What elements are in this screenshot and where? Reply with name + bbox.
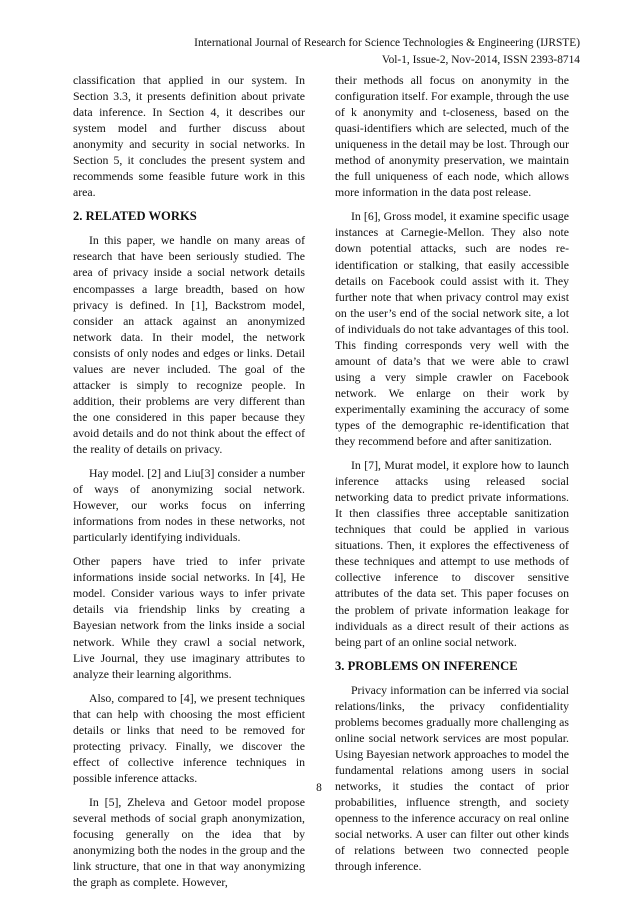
journal-volume: Vol-1, Issue-2, Nov-2014, ISSN 2393-8714: [381, 54, 580, 66]
paragraph: In [5], Zheleva and Getoor model propose several methods of social graph anonymization, focusing generally on the idea that by anonymizing both the nodes in the group and the link structure, that one in that way anonymizing the graph as complete. However,: [73, 794, 305, 890]
paragraph: classification that applied in our system. In Section 3.3, it presents definition about private data inference. In Section 4, it describes our system model and further discuss about anonymity and security in social networks. In Section 5, it concludes the present system and recommends some feasible future work in this area.: [73, 73, 305, 200]
right-column: [335, 72, 569, 882]
left-column: [73, 72, 305, 898]
page-number: 8: [316, 782, 322, 794]
paragraph: Other papers have tried to infer private informations inside social networks. In [4], He model. Consider various ways to infer private details via friendship links by creating a Bayesian network from the links inside a social network. While they crawl a social network, Live Journal, they use imaginary attributes to analyze their learning algorithms.: [73, 554, 305, 681]
paragraph: Hay model. [2] and Liu[3] consider a number of ways of anonymizing social network. However, our works focus on inferring informations from nodes in these networks, not particularly identifying individuals.: [73, 466, 305, 545]
paragraph: In [7], Murat model, it explore how to launch inference attacks using released social networking data to predict private informations. It then classifies three acceptable sanitization techniques that could be applied in various situations. Then, it explores the effectiveness of these techniques and attempt to use methods of collective inference to discover sensitive attributes of the data set. This paper focuses on the problem of private information leakage for individuals as a direct result of their actions as being part of an online social network.: [335, 458, 569, 649]
paragraph: In [6], Gross model, it examine specific usage instances at Carnegie-Mellon. They also note down potential attacks, such are nodes re-identification or stalking, that easily accessible details on Facebook could assist with it. They further note that when privacy control may exist on the user’s end of the social network site, a lot of individuals do not take advantages of this tool. This finding corresponds very well with the amount of data’s that we were able to crawl using a very simple crawler on Facebook network. We enlarge on their work by experimentally examining the accuracy of some types of the demographic re-identification that they recommend before and after sanitization.: [335, 209, 569, 449]
paragraph: their methods all focus on anonymity in the configuration itself. For example, through the use of k anonymity and t-closeness, based on the quasi-identifiers which are selected, much of the uniqueness in the detail may be lost. Through our method of anonymity preservation, we maintain the full uniqueness of each node, which allows more information in the data post release.: [335, 73, 569, 200]
paragraph: In this paper, we handle on many areas of research that have been seriously studied. The area of privacy inside a social network details encompasses a large breadth, based on how privacy is defined. In [1], Backstrom model, consider an attack against an anonymized network data. In their model, the network consists of only nodes and edges or links. Detail values are never included. The goal of the attacker is simply to recognize people. In addition, their problems are very different than the one considered in this paper because they avoid details and do not think about the effect of the reality of details on privacy.: [73, 233, 305, 456]
journal-title: International Journal of Research for Science Technologies & Engineering (IJRSTE): [194, 37, 580, 49]
section-heading-problems-on-inference: 3. PROBLEMS ON INFERENCE: [335, 658, 518, 673]
section-heading-related-works: 2. RELATED WORKS: [73, 209, 197, 224]
journal-header: [60, 35, 580, 69]
paragraph: Also, compared to [4], we present techniques that can help with choosing the most efficient details or links that need to be removed for protecting privacy. Finally, we discover the effect of collective inference techniques in possible inference attacks.: [73, 690, 305, 785]
paragraph: Privacy information can be inferred via social relations/links, the privacy confidentiality problems becomes gradually more challenging as online social network services are most popular. Using Bayesian network approaches to model the fundamental relations among users in social networks, it studies the contact of prior probabilities, influence strength, and society openness to the inference accuracy on real online social networks. A user can filter out other kinds of relations between two connected people through inference.: [335, 682, 569, 874]
